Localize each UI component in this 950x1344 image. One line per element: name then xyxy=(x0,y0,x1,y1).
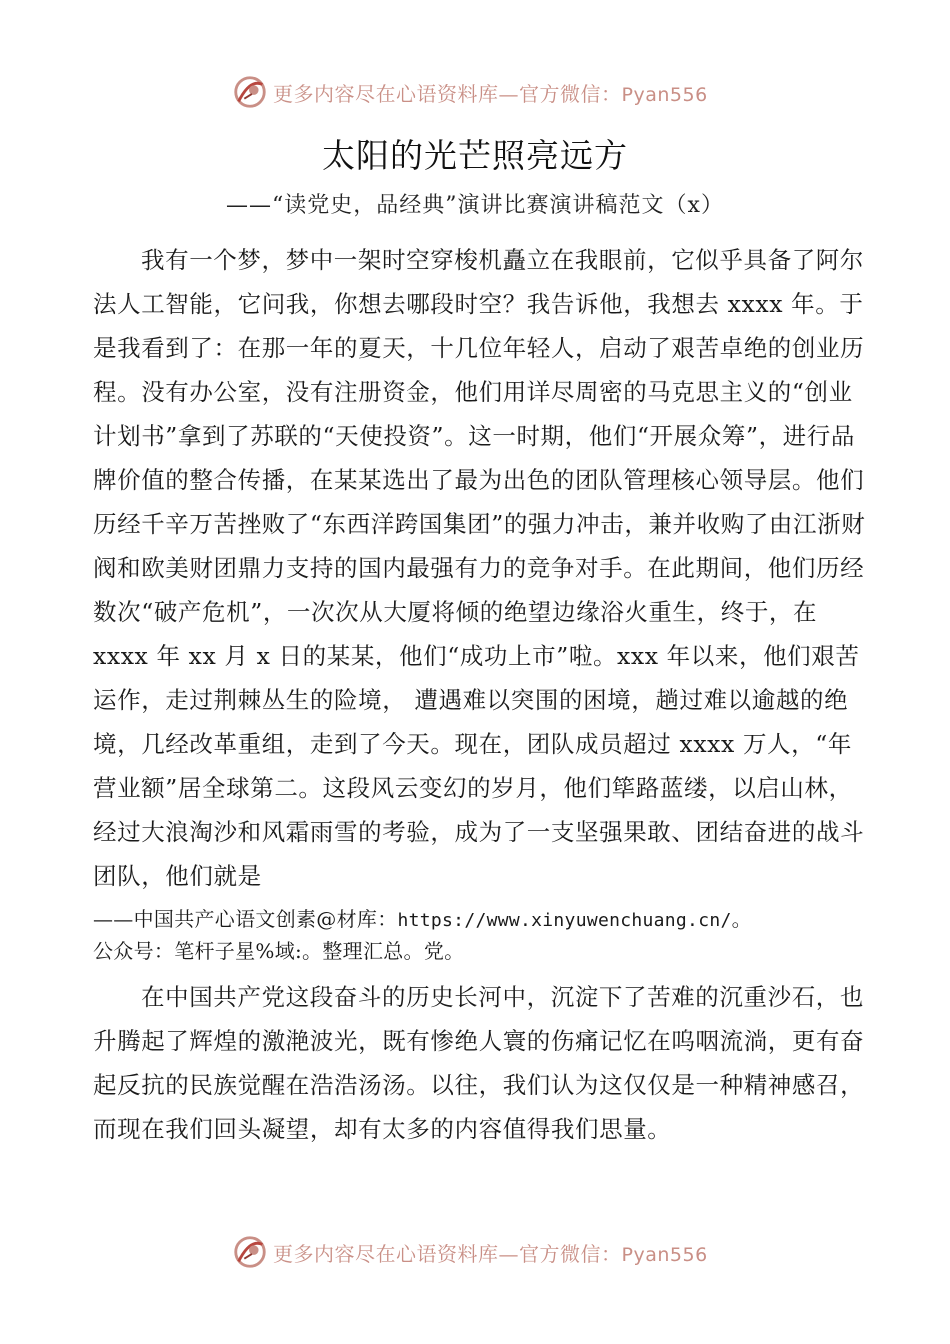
wechat-id: Pyan556 xyxy=(621,83,708,106)
document-subtitle: ——“读党史，品经典”演讲比赛演讲稿范文（x） xyxy=(226,193,724,218)
footer-banner xyxy=(0,1232,950,1272)
brand-logo-icon xyxy=(231,73,269,111)
body-paragraph-2: 在中国共产党这段奋斗的历史长河中，沉淀下了苦难的沉重沙石，也升腾起了辉煌的激滟波光，既有惨绝人寰的伤痛记忆在呜咽流淌，更有奋起反抗的民族觉醒在浩浩汤汤。以往，我们认为这仅仅是一种精神感召，而现在我们回头凝望，却有太多的内容值得我们思量。 xyxy=(93,983,865,1143)
header-banner xyxy=(0,72,950,112)
body-paragraph-1: 我有一个梦，梦中一架时空穿梭机矗立在我眼前，它似乎具备了阿尔法人工智能，它问我，你想去哪段时空？我告诉他，我想去 xxxx 年。于是我看到了：在那一年的夏天，十几位年轻人，启动了艰苦卓绝的创业历程。没有办公室，没有注册资金，他们用详尽周密的马克思主义的“创业计划书”拿到了苏联的“天使投资”。这一时期，他们“开展众筹”，进行品牌价值的整合传播，在某某选出了最为出色的团队管理核心领导层。他们历经千辛万苦挫败了“东西洋跨国集团”的强力冲击，兼并收购了由江浙财阀和欧美财团鼎力支持的国内最强有力的竞争对手。在此期间，他们历经数次“破产危机”，一次次从大厦将倾的绝望边缘浴火重生，终于，在 xxxx 年 xx 月 x 日的某某，他们“成功上市”啦。xxx 年以来，他们艰苦运作，走过荆棘丛生的险境， 遭遇难以突围的困境，趟过难以逾越的绝境，几经改革重组，走到了今天。现在，团队成员超过 xxxx 万人，“年营业额”居全球第二。这段风云变幻的岁月，他们筚路蓝缕，以启山林，经过大浪淘沙和风霜雨雪的考验，成为了一支坚强果敢、团结奋进的战斗团队，他们就是 xyxy=(93,246,866,890)
banner-text: 更多内容尽在心语资料库—官方微信：Pyan556 xyxy=(273,1241,708,1266)
document-title: 太阳的光芒照亮远方 xyxy=(322,136,628,175)
source-link[interactable]: https://www.xinyuwenchuang.cn/ xyxy=(397,910,732,931)
source-note: ——中国共产心语文创素@材库：https://www.xinyuwenchuang.cn/。 公众号：笔杆子星%域:。整理汇总。党。 xyxy=(93,907,752,963)
wechat-id: Pyan556 xyxy=(621,1243,708,1266)
brand-logo-icon xyxy=(231,1233,269,1271)
banner-text: 更多内容尽在心语资料库—官方微信：Pyan556 xyxy=(273,81,708,106)
